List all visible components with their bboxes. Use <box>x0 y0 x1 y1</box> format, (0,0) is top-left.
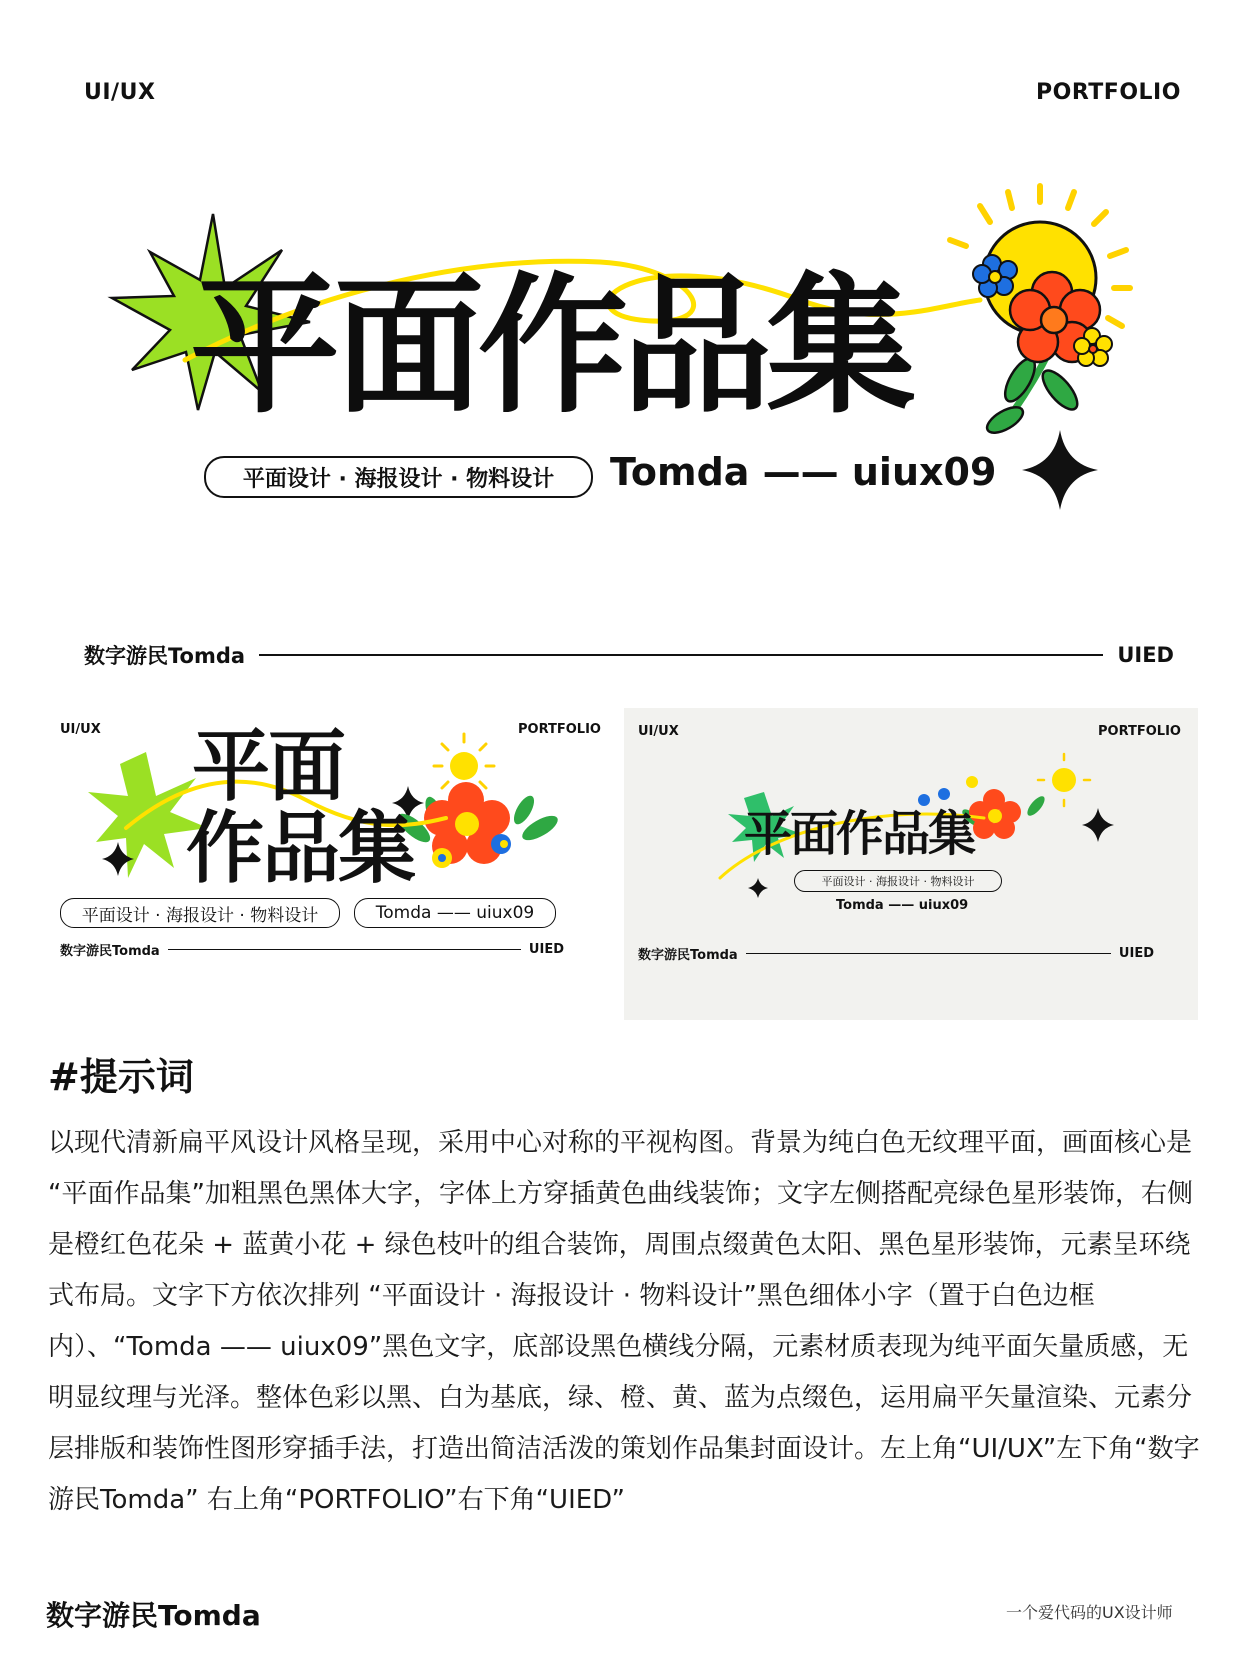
hero-footer-right: UIED <box>1117 643 1174 667</box>
card2-footer-left: 数字游民Tomda <box>638 948 738 963</box>
hero-footer-left: 数字游民Tomda <box>84 644 246 668</box>
variant-card-1 <box>46 708 606 1020</box>
blue-flower-icon <box>973 255 1017 297</box>
card1-tags-pill: 平面设计 · 海报设计 · 物料设计 <box>60 898 340 928</box>
card2-corner-top-left: UI/UX <box>638 724 679 739</box>
prompt-heading: #提示词 <box>48 1055 194 1099</box>
hero-corner-top-right: PORTFOLIO <box>1036 80 1181 105</box>
card2-credit: Tomda —— uiux09 <box>836 898 969 913</box>
card1-title-line2: 作品集 <box>186 804 415 894</box>
hero-title: 平面作品集 <box>190 260 911 434</box>
black-sparkle-icon <box>1022 430 1098 510</box>
card1-corner-top-left: UI/UX <box>60 722 101 737</box>
card1-divider-row <box>60 940 564 959</box>
card1-footer-left: 数字游民Tomda <box>60 944 160 959</box>
card2-title: 平面作品集 <box>744 806 975 862</box>
card2-decoration <box>624 708 1198 1020</box>
card1-footer-right: UIED <box>528 942 564 957</box>
hero-corner-top-left: UI/UX <box>84 80 156 105</box>
red-flower-icon <box>969 789 1021 839</box>
card1-title-line1: 平面 <box>192 722 345 812</box>
footer-brand: 数字游民Tomda <box>46 1599 261 1632</box>
hero-divider-line <box>259 654 1103 656</box>
black-sparkle-icon <box>748 878 768 898</box>
hero-divider-row <box>84 640 1174 670</box>
prompt-body: 以现代清新扁平风设计风格呈现，采用中心对称的平视构图。背景为纯白色无纹理平面，画面核心是 “平面作品集”加粗黑色黑体大字，字体上方穿插黄色曲线装饰；文字左侧搭配亮绿色星形装饰，右侧是橙红色花朵 + 蓝黄小花 + 绿色枝叶的组合装饰，周围点缀黄色太阳、黑色星形装饰，元素呈环绕式布局。文字下方依次排列 “平面设计 · 海报设计 · 物料设计”黑色细体小字（置于白色边框内）、“Tomda —— uiux09”黑色文字，底部设黑色横线分隔，元素材质表现为纯平面矢量质感，无明显纹理与光泽。整体色彩以黑、白为基底，绿、橙、黄、蓝为点缀色，运用扁平矢量渲染、元素分层排版和装饰性图形穿插手法，打造出简洁活泼的策划作品集封面设计。左上角“UI/UX”左下角“数字游民Tomda” 右上角“PORTFOLIO”右下角“UIED” <box>48 1128 1200 1515</box>
yellow-flower-icon <box>966 776 978 788</box>
hero-credit: Tomda —— uiux09 <box>610 450 997 494</box>
card2-divider-line <box>746 953 1111 954</box>
card2-corner-top-right: PORTFOLIO <box>1098 724 1181 739</box>
card1-divider-line <box>168 949 521 950</box>
sun-icon <box>1038 754 1090 806</box>
card1-credit-pill: Tomda —— uiux09 <box>354 898 556 928</box>
card2-tags-pill: 平面设计 · 海报设计 · 物料设计 <box>794 870 1002 892</box>
hero-tags-pill: 平面设计 · 海报设计 · 物料设计 <box>204 456 593 498</box>
leaves-icon <box>983 350 1083 438</box>
card2-footer-right: UIED <box>1118 946 1154 961</box>
card1-corner-top-right: PORTFOLIO <box>518 722 601 737</box>
black-sparkle-icon <box>1082 808 1114 842</box>
footer-tagline: 一个爱代码的UX设计师 <box>1006 1603 1173 1622</box>
blue-flower-icon <box>918 788 950 806</box>
blue-flower-icon <box>491 834 511 854</box>
card2-divider-row <box>638 944 1154 963</box>
yellow-flower-icon <box>432 848 452 868</box>
variant-card-2 <box>624 708 1198 1020</box>
